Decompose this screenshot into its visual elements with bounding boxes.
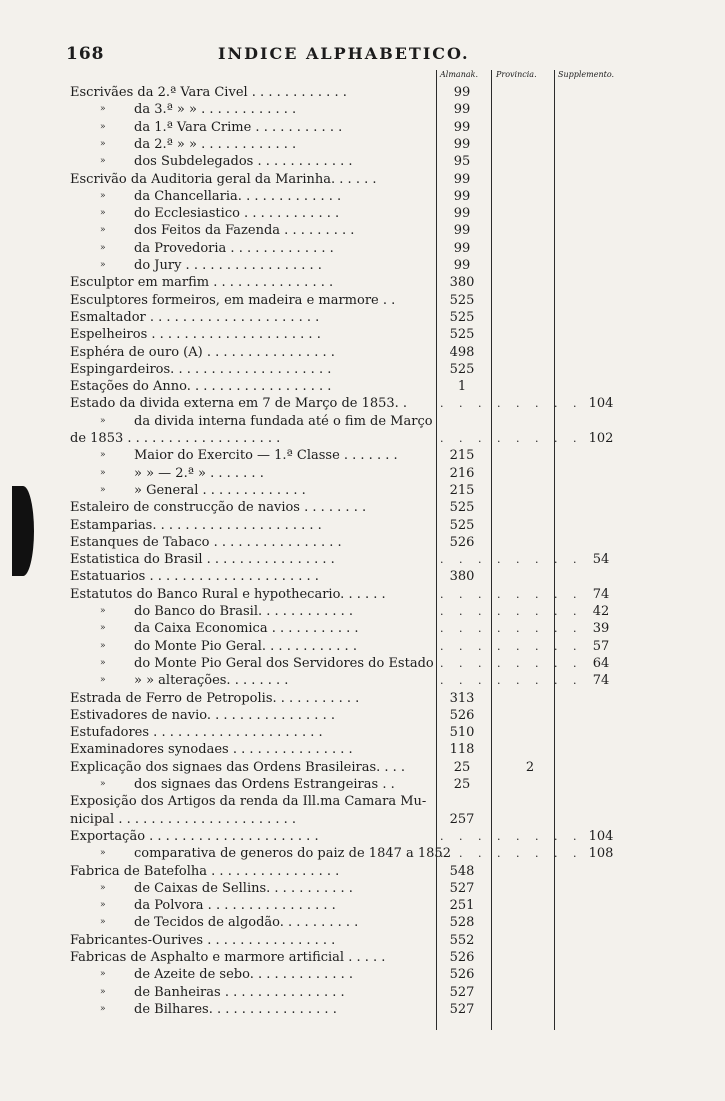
index-entry	[0, 101, 725, 118]
entry-label: » » — 2.ª » . . . . . . .	[134, 465, 264, 481]
almanak-page: 510	[449, 725, 475, 741]
ditto-mark: »	[100, 121, 106, 132]
index-entry	[0, 620, 725, 637]
index-entry	[0, 690, 725, 707]
ditto-mark: »	[100, 779, 106, 789]
running-title: INDICE ALPHABETICO.	[218, 44, 470, 63]
index-entry	[0, 378, 725, 395]
entry-label: » General . . . . . . . . . . . . .	[134, 482, 306, 498]
ditto-mark: »	[100, 415, 106, 426]
entry-label: Esculptor em marfim . . . . . . . . . . . . . . .	[70, 275, 334, 291]
entry-label: da 3.ª » » . . . . . . . . . . . .	[134, 102, 297, 118]
almanak-page: 526	[449, 950, 475, 965]
almanak-page: 528	[449, 915, 475, 931]
entry-label: Estado da divida externa em 7 de Março de 1853. .	[70, 396, 408, 412]
entry-label: dos Feitos da Fazenda . . . . . . . . .	[134, 223, 355, 239]
column-header-provincia: Provincia.	[496, 70, 537, 79]
entry-label: de Caixas de Sellins. . . . . . . . . . .	[134, 880, 353, 896]
ditto-mark: »	[100, 242, 106, 253]
entry-label: » » alterações. . . . . . . .	[134, 673, 289, 689]
leader-dots: . . . . . . . .	[440, 622, 583, 636]
index-entry	[0, 517, 725, 534]
index-entry	[0, 759, 725, 776]
index-entry	[0, 171, 725, 188]
index-entry	[0, 741, 725, 758]
index-entry	[0, 499, 725, 516]
entry-label: Exposição dos Artigos da renda da Ill.ma Camara Mu-	[70, 794, 427, 810]
almanak-page: 99	[453, 85, 471, 100]
entry-label: do Banco do Brasil. . . . . . . . . . . .	[134, 604, 354, 619]
ditto-mark: »	[100, 900, 106, 911]
almanak-page: 1	[457, 379, 467, 395]
entry-label: Estatutos do Banco Rural e hypothecario. . . . . .	[70, 586, 386, 602]
supplemento-page: 74	[592, 673, 610, 689]
index-entry	[0, 257, 725, 274]
almanak-page: 552	[449, 932, 475, 948]
index-entry	[0, 309, 725, 326]
index-entry	[0, 465, 725, 482]
ditto-mark: »	[100, 848, 106, 859]
entry-label: Fabrica de Batefolha . . . . . . . . . . . . . . . .	[70, 863, 340, 879]
supplemento-page: 54	[592, 552, 610, 568]
entry-label: dos Subdelegados . . . . . . . . . . . .	[134, 154, 353, 170]
index-entry	[0, 430, 725, 447]
almanak-page: 99	[453, 206, 471, 222]
leader-dots: . . . . . . . .	[440, 587, 583, 601]
ditto-mark: »	[100, 969, 106, 980]
entry-label: Fabricas de Asphalto e marmore artificial . . . . .	[70, 950, 386, 965]
leader-dots: . . . . . . . .	[440, 847, 583, 861]
entry-label: Espingardeiros. . . . . . . . . . . . . . . . . . . .	[70, 361, 332, 377]
almanak-page: 526	[449, 534, 475, 550]
index-entry	[0, 292, 725, 309]
leader-dots: . . . . . . . .	[440, 829, 583, 843]
column-headers	[0, 70, 725, 84]
entry-label: Esculptores formeiros, em madeira e marmore . .	[70, 292, 396, 308]
almanak-page: 525	[449, 517, 475, 533]
almanak-page: 216	[449, 465, 475, 481]
index-entry	[0, 568, 725, 585]
almanak-page: 118	[449, 742, 475, 758]
almanak-page: 95	[453, 154, 471, 170]
index-entry	[0, 966, 725, 983]
almanak-page: 498	[449, 344, 475, 360]
almanak-page: 99	[453, 171, 471, 187]
almanak-page: 313	[449, 690, 475, 706]
ditto-mark: »	[100, 606, 106, 616]
entry-label: do Monte Pio Geral dos Servidores do Estado	[134, 655, 434, 671]
entry-label: Examinadores synodaes . . . . . . . . . . . . . . .	[70, 742, 353, 758]
leader-dots: . . . . . . . .	[440, 656, 583, 670]
ditto-mark: »	[100, 675, 106, 686]
index-entry	[0, 395, 725, 412]
index-entry	[0, 672, 725, 689]
index-entry	[0, 222, 725, 239]
supplemento-page: 57	[592, 638, 610, 654]
supplemento-page: 104	[588, 828, 614, 844]
supplemento-page: 64	[592, 655, 610, 671]
supplemento-page: 102	[588, 431, 614, 446]
entry-label: Fabricantes-Ourives . . . . . . . . . . . . . . . .	[70, 932, 336, 948]
index-entry	[0, 153, 725, 170]
index-entry	[0, 845, 725, 862]
ditto-mark: »	[100, 156, 106, 167]
entry-label: de Bilhares. . . . . . . . . . . . . . . .	[134, 1001, 337, 1017]
entry-label: da 1.ª Vara Crime . . . . . . . . . . .	[134, 119, 343, 135]
leader-dots: . . . . . . . .	[440, 605, 583, 618]
supplemento-page: 74	[592, 586, 610, 602]
index-entry	[0, 984, 725, 1001]
almanak-page: 99	[453, 188, 471, 204]
entry-label: da Polvora . . . . . . . . . . . . . . . .	[134, 898, 336, 914]
index-entry	[0, 274, 725, 291]
page-number: 168	[66, 44, 105, 64]
entry-label: Exportação . . . . . . . . . . . . . . . . . . . . .	[70, 828, 319, 844]
entry-label: nicipal . . . . . . . . . . . . . . . . . . . . . .	[70, 811, 297, 827]
entry-label: da Chancellaria. . . . . . . . . . . . .	[134, 188, 342, 204]
index-entry	[0, 932, 725, 949]
entry-label: Estrada de Ferro de Petropolis. . . . . . . . . . .	[70, 690, 360, 706]
almanak-page: 215	[449, 448, 475, 464]
supplemento-page: 39	[592, 621, 610, 637]
index-entry	[0, 551, 725, 568]
leader-dots: . . . . . . . .	[440, 553, 583, 567]
almanak-page: 527	[449, 984, 475, 1000]
entry-label: Estações do Anno. . . . . . . . . . . . . . . . . .	[70, 379, 332, 395]
almanak-page: 25	[453, 759, 471, 775]
index-entry	[0, 119, 725, 136]
entry-label: Estanques de Tabaco . . . . . . . . . . . . . . . .	[70, 534, 342, 550]
index-entry	[0, 638, 725, 655]
index-entry	[0, 811, 725, 828]
leader-dots: . . . . . . . .	[440, 397, 583, 411]
ditto-mark: »	[100, 138, 106, 149]
ditto-mark: »	[100, 467, 106, 478]
index-entry	[0, 136, 725, 153]
almanak-page: 99	[453, 240, 471, 256]
index-entry	[0, 344, 725, 361]
entry-label: do Monte Pio Geral. . . . . . . . . . . .	[134, 638, 357, 654]
almanak-page: 251	[449, 898, 475, 914]
entry-label: Esmaltador . . . . . . . . . . . . . . . . . . . . .	[70, 309, 320, 325]
entry-label: de 1853 . . . . . . . . . . . . . . . . . . .	[70, 431, 281, 446]
almanak-page: 525	[449, 309, 475, 325]
entry-label: do Ecclesiastico . . . . . . . . . . . .	[134, 206, 340, 222]
index-entry	[0, 240, 725, 257]
ditto-mark: »	[100, 190, 106, 201]
almanak-page: 99	[453, 119, 471, 135]
index-entry	[0, 586, 725, 603]
entry-label: da Caixa Economica . . . . . . . . . . .	[134, 621, 359, 637]
leader-dots: . . . . . . . .	[440, 674, 583, 688]
supplemento-page: 42	[592, 604, 610, 619]
index-entry	[0, 793, 725, 810]
ditto-mark: »	[100, 640, 106, 651]
entry-label: Estivadores de navio. . . . . . . . . . . . . . . .	[70, 707, 335, 723]
entry-label: Estaleiro de construcção de navios . . . . . . . .	[70, 500, 367, 516]
entry-label: do Jury . . . . . . . . . . . . . . . . .	[134, 258, 322, 273]
entry-label: Explicação dos signaes das Ordens Brasileiras. . . .	[70, 759, 406, 775]
almanak-page: 525	[449, 292, 475, 308]
almanak-page: 548	[449, 863, 475, 879]
entry-label: de Banheiras . . . . . . . . . . . . . . .	[134, 984, 345, 1000]
index-entry	[0, 188, 725, 205]
entry-label: de Azeite de sebo. . . . . . . . . . . . .	[134, 967, 354, 983]
entry-label: Estamparias. . . . . . . . . . . . . . . . . . . . .	[70, 517, 322, 533]
entry-label: da divida interna fundada até o fim de Março	[134, 413, 433, 429]
index-entry	[0, 724, 725, 741]
entry-label: Estatuarios . . . . . . . . . . . . . . . . . . . . .	[70, 569, 319, 585]
entry-label: Esphéra de ouro (A) . . . . . . . . . . . . . . . .	[70, 344, 335, 360]
entry-label: da Provedoria . . . . . . . . . . . . .	[134, 240, 334, 256]
entry-label: Escrivães da 2.ª Vara Civel . . . . . . . . . . . .	[70, 85, 347, 100]
index-entry	[0, 776, 725, 793]
almanak-page: 526	[449, 707, 475, 723]
supplemento-page: 104	[588, 396, 614, 412]
almanak-page: 99	[453, 102, 471, 118]
entry-label: Maior do Exercito — 1.ª Classe . . . . . . .	[134, 448, 398, 464]
almanak-page: 99	[453, 258, 471, 273]
entry-label: Estufadores . . . . . . . . . . . . . . . . . . . . .	[70, 725, 323, 741]
almanak-page: 527	[449, 880, 475, 896]
entry-label: de Tecidos de algodão. . . . . . . . . .	[134, 915, 359, 931]
index-entry	[0, 707, 725, 724]
almanak-page: 25	[453, 777, 471, 792]
ditto-mark: »	[100, 1003, 106, 1014]
index-entry	[0, 949, 725, 966]
entry-label: da 2.ª » » . . . . . . . . . . . .	[134, 136, 297, 152]
ditto-mark: »	[100, 657, 106, 668]
almanak-page: 99	[453, 136, 471, 152]
index-entry	[0, 863, 725, 880]
ditto-mark: »	[100, 225, 106, 236]
almanak-page: 380	[449, 569, 475, 585]
column-header-supplemento: Supplemento.	[558, 70, 615, 79]
index-entry	[0, 880, 725, 897]
leader-dots: . . . . . . . .	[440, 432, 583, 445]
index-entry	[0, 897, 725, 914]
column-header-almanak: Almanak.	[440, 70, 479, 79]
ditto-mark: »	[100, 208, 106, 219]
ditto-mark: »	[100, 484, 106, 495]
provincia-page: 2	[525, 759, 535, 775]
ditto-mark: »	[100, 917, 106, 928]
index-entry	[0, 205, 725, 222]
entry-label: Espelheiros . . . . . . . . . . . . . . . . . . . . .	[70, 327, 321, 343]
index-entry	[0, 361, 725, 378]
entry-label: comparativa de generos do paiz de 1847 a 1852	[134, 846, 451, 862]
almanak-page: 526	[449, 967, 475, 983]
almanak-page: 215	[449, 482, 475, 498]
index-entry	[0, 1001, 725, 1018]
almanak-page: 525	[449, 327, 475, 343]
almanak-page: 257	[449, 811, 475, 827]
ditto-mark: »	[100, 986, 106, 997]
ditto-mark: »	[100, 450, 106, 461]
index-entry	[0, 482, 725, 499]
ditto-mark: »	[100, 104, 106, 115]
index-entry	[0, 655, 725, 672]
supplemento-page: 108	[588, 846, 614, 862]
entry-label: dos signaes das Ordens Estrangeiras . .	[134, 777, 395, 792]
index-entry	[0, 603, 725, 620]
almanak-page: 380	[449, 275, 475, 291]
almanak-page: 525	[449, 500, 475, 516]
index-entry	[0, 914, 725, 931]
index-entry	[0, 828, 725, 845]
index-entry	[0, 84, 725, 101]
ditto-mark: »	[100, 623, 106, 634]
leader-dots: . . . . . . . .	[440, 639, 583, 653]
entry-label: Escrivão da Auditoria geral da Marinha. . . . . .	[70, 171, 377, 187]
ditto-mark: »	[100, 882, 106, 893]
ditto-mark: »	[100, 260, 106, 270]
index-entry	[0, 447, 725, 464]
almanak-page: 527	[449, 1001, 475, 1017]
almanak-page: 99	[453, 223, 471, 239]
entry-label: Estatistica do Brasil . . . . . . . . . . . . . . . .	[70, 552, 335, 568]
index-entry	[0, 413, 725, 430]
almanak-page: 525	[449, 361, 475, 377]
index-entry	[0, 326, 725, 343]
index-entry	[0, 534, 725, 551]
